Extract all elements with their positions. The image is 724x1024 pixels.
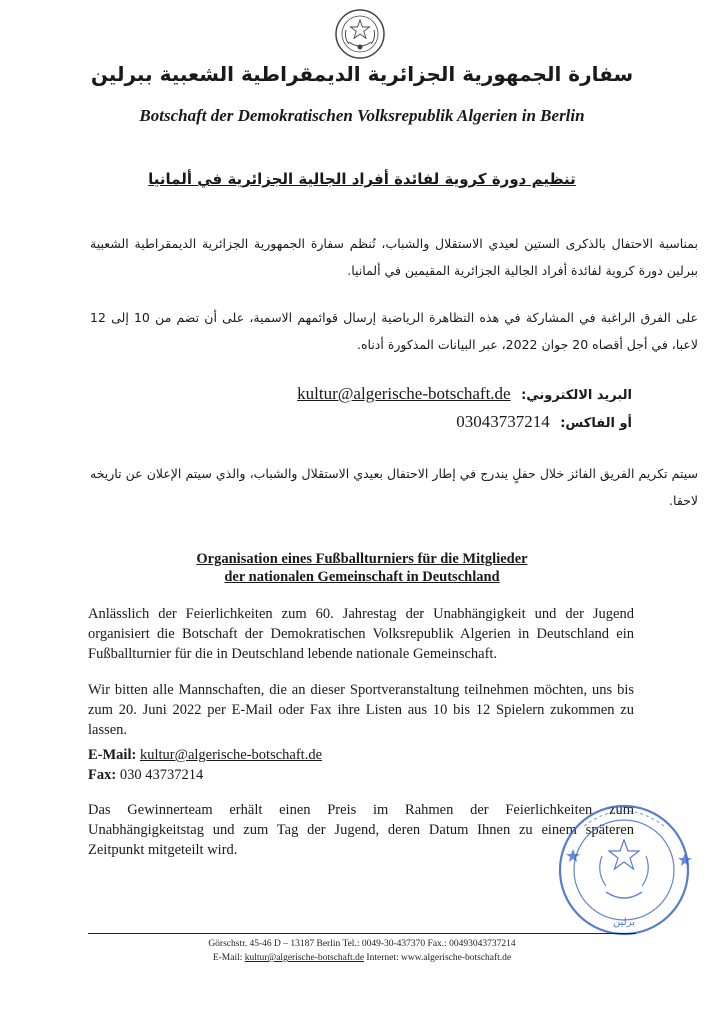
german-email-label: E-Mail: [88,747,137,763]
footer-mail-link[interactable]: kultur@algerische-botschaft.de [244,953,365,963]
german-fax-number: 030 43737214 [119,767,204,783]
german-paragraph-2: Wir bitten alle Mannschaften, die an dieser Sportveranstaltung teilnehmen möchten, uns bis zum 20. Juni 2022 per E-Mail oder Fax ihre Listen aus 10 bis 12 Spielern zukommen zu lassen. [88,682,634,738]
german-fax-label: Fax: [88,767,117,783]
footer-divider [88,933,636,934]
arabic-email-label: البريد الالكتروني: [521,388,632,403]
arabic-paragraph-3: سيتم تكريم الفريق الفائز خلال حفلٍ يندرج في إطار الاحتفال بعيدي الاستقلال والشباب، والذي سيتم الإعلان عن تاريخه لاحقا. [90,466,698,508]
german-title-line-1: Organisation eines Fußballturniers für die Mitglieder [196,551,528,567]
arabic-fax-number: 03043737214 [456,412,550,431]
arabic-fax-label: أو الفاكس: [560,416,632,431]
arabic-email-link[interactable]: kultur@algerische-botschaft.de [297,384,511,403]
german-title [60,550,664,586]
footer-mail-label: E-Mail: [212,953,243,963]
footer-contact [88,953,636,963]
german-paragraph-3: Das Gewinnerteam erhält einen Preis im Rahmen der Feierlichkeiten zum Unabhängigkeitstag und zum Tag der Jugend, deren Datum Ihnen zu einem späteren Zeitpunkt mitgeteilt wird. [88,802,634,858]
stamp-city-text: برلين [613,917,635,928]
arabic-paragraph-2: على الفرق الراغبة في المشاركة في هذه التظاهرة الرياضية إرسال قوائمهم الاسمية، على أن تضم من 10 إلى 12 لاعبا، في أجل أقصاه 20 جوان 2022، عبر البيانات المذكورة أدناه. [90,310,698,352]
footer-address: Görschstr. 45-46 D – 13187 Berlin Tel.: 0049-30-437370 Fax.: 00493043737214 [208,939,516,949]
german-title-line-2: der nationalen Gemeinschaft in Deutschland [224,569,500,585]
footer-internet[interactable]: Internet: www.algerische-botschaft.de [366,953,512,963]
german-fax-line [88,765,203,785]
embassy-stamp-icon [544,796,694,940]
german-email-line [88,745,322,765]
german-paragraph-1: Anlässlich der Feierlichkeiten zum 60. Jahrestag der Unabhängigkeit und der Jugend organisiert die Botschaft der Demokratischen Volksrepublik Algerien in Deutschland ein Fußballturnier für die in Deutschland lebende nationale Gemeinschaft. [88,606,634,662]
arabic-fax-line [450,412,632,432]
embassy-name-german: Botschaft der Demokratischen Volksrepublik Algerien in Berlin [139,106,585,125]
arabic-title: تنظيم دورة كروية لفائدة أفراد الجالية الجزائرية في ألمانيا [148,170,576,188]
arabic-paragraph-1: بمناسبة الاحتفال بالذكرى الستين لعيدي الاستقلال والشباب، تُنظم سفارة الجمهورية الجزائرية الديمقراطية الشعبية ببرلين دورة كروية لفائدة أفراد الجالية الجزائرية المقيمين في ألمانيا. [90,236,698,278]
arabic-email-line [291,384,632,404]
embassy-name-arabic: سفارة الجمهورية الجزائرية الديمقراطية الشعبية ببرلين [90,62,634,86]
national-emblem-icon [334,8,386,60]
german-email-link[interactable]: kultur@algerische-botschaft.de [139,747,323,763]
